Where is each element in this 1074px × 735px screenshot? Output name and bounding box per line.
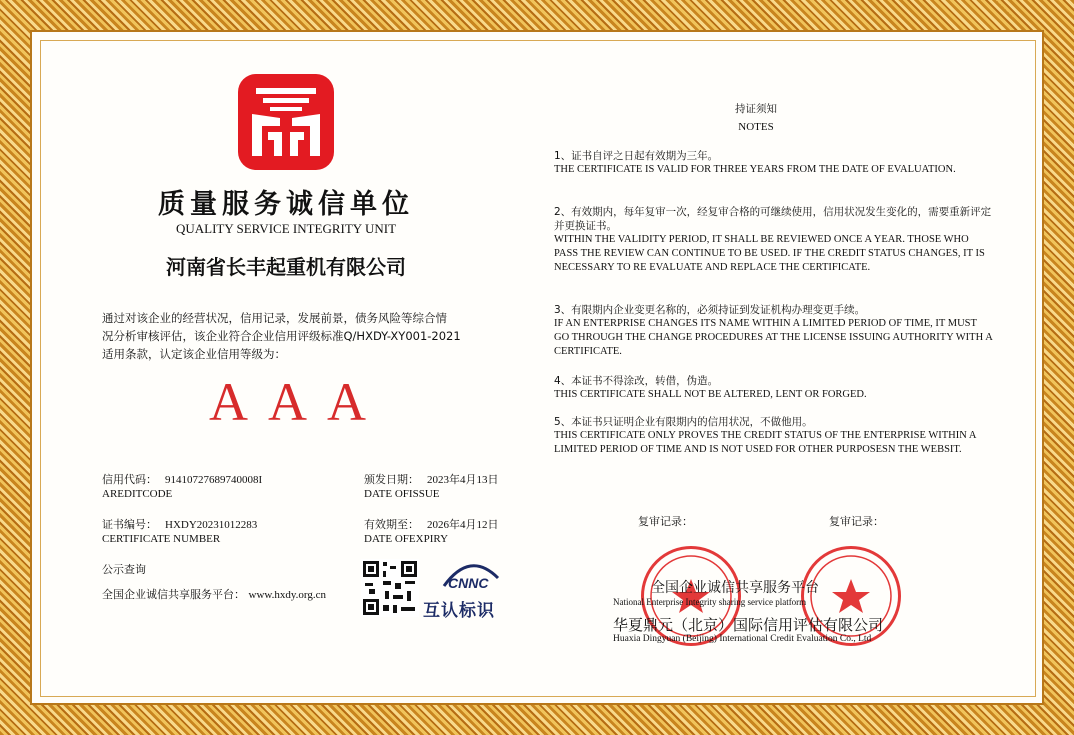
credit-code-block (102, 473, 262, 501)
note-4-en: THIS CERTIFICATE SHALL NOT BE ALTERED, LENT OR FORGED. (554, 389, 867, 400)
expiry-date-label-en: DATE OFEXPIRY (364, 533, 449, 545)
review-record-label-2: 复审记录： (829, 515, 884, 528)
issuer-agency-cn: 华夏鼎元（北京）国际信用评估有限公司 (613, 616, 884, 634)
statement-line-2: 况分析审核评估，该企业符合企业信用评级标准Q/HXDY-XY001-2021 (102, 329, 461, 343)
platform-line (102, 588, 326, 602)
platform-label: 全国企业诚信共享服务平台： (102, 588, 245, 601)
certificate-title-en: QUALITY SERVICE INTEGRITY UNIT (175, 221, 397, 236)
company-name: 河南省长丰起重机有限公司 (166, 255, 406, 279)
note-3-en: IF AN ENTERPRISE CHANGES ITS NAME WITHIN A LIMITED PERIOD OF TIME, IT MUST GO THROUGH THE CHANGE PROCEDURES AT THE LICENSE ISSUING AUTHORITY WITH A CERTIFICATE. (554, 318, 993, 357)
note-item-3 (554, 303, 994, 359)
note-3-cn: 3、有限期内企业变更名称的，必须持证到发证机构办理变更手续。 (554, 304, 866, 316)
qr-code-icon (361, 559, 419, 617)
note-2-en: WITHIN THE VALIDITY PERIOD, IT SHALL BE REVIEWED ONCE A YEAR. THOSE WHO PASS THE REVIEW CAN CONTINUE TO BE USED. IF THE CREDIT STATUS CHANGES, IT IS NECESSARY TO RE EVALUATE AND REPLACE THE CERTIFICATE. (554, 234, 985, 273)
review-record-label-1: 复审记录： (638, 515, 693, 528)
note-4-cn: 4、本证书不得涂改，转借，伪造。 (554, 375, 719, 387)
issue-date-label-en: DATE OFISSUE (364, 488, 440, 500)
cnnc-badge-icon (436, 556, 504, 596)
expiry-date-value: 2026年4月12日 (427, 519, 499, 531)
statement-line-3: 适用条款，认定该企业信用等级为： (102, 347, 286, 361)
credit-grade: AAA (209, 372, 386, 432)
logo-glyph-icon (238, 74, 334, 170)
note-item-1 (554, 149, 994, 177)
cert-number-label-en: CERTIFICATE NUMBER (102, 533, 221, 545)
qr-pattern-icon (361, 559, 419, 617)
certificate-paper (40, 40, 1036, 697)
note-1-en: THE CERTIFICATE IS VALID FOR THREE YEARS FROM THE DATE OF EVALUATION. (554, 164, 956, 175)
credit-code-label-en: AREDITCODE (102, 488, 173, 500)
note-1-cn: 1、证书自评之日起有效期为三年。 (554, 150, 719, 162)
credit-code-label: 信用代码： (102, 473, 157, 486)
cert-number-label: 证书编号： (102, 518, 157, 531)
cnnc-text: CNNC (448, 575, 489, 591)
evaluation-statement (102, 309, 522, 363)
cert-number-value: HXDY20231012283 (165, 519, 258, 531)
notes-heading-en: NOTES (738, 121, 774, 133)
brand-logo-icon (238, 74, 334, 170)
issue-date-label: 颁发日期： (364, 473, 419, 486)
note-5-en: THIS CERTIFICATE ONLY PROVES THE CREDIT STATUS OF THE ENTERPRISE WITHIN A LIMITED PERIOD OF TIME AND IS NOT USED FOR OTHER PURPOSESN THE WEBSIT. (554, 430, 976, 455)
issuer-org-cn: 全国企业诚信共享服务平台 (651, 580, 819, 596)
issue-date-block (364, 473, 499, 501)
credit-code-value: 91410727689740008I (165, 474, 263, 486)
issue-date-value: 2023年4月13日 (427, 474, 499, 486)
platform-url: www.hxdy.org.cn (248, 589, 326, 601)
note-5-cn: 5、本证书只证明企业有限期内的信用状况，不做他用。 (554, 416, 813, 428)
note-item-4 (554, 374, 994, 402)
public-query-label: 公示查询 (102, 563, 146, 576)
expiry-date-label: 有效期至： (364, 518, 419, 531)
statement-line-1: 通过对该企业的经营状况，信用记录，发展前景，债务风险等综合情 (102, 311, 447, 325)
note-item-5 (554, 415, 994, 457)
note-2-cn: 2、有效期内，每年复审一次，经复审合格的可继续使用，信用状况发生变化的，需要重新评定并更换证书。 (554, 206, 992, 232)
mutual-recognition-mark: 互认标识 (423, 601, 495, 621)
cert-number-block (102, 518, 257, 546)
note-item-2 (554, 205, 994, 275)
issuer-agency-en: Huaxia Dingyuan (Beijing) International Credit Evaluation Co., Ltd (613, 634, 872, 644)
expiry-date-block (364, 518, 499, 546)
issuer-org-en: National Enterprise Integrity sharing service platform (613, 597, 807, 607)
certificate-title-cn: 质量服务诚信单位 (158, 189, 414, 220)
cnnc-logo (436, 556, 504, 600)
notes-heading-cn: 持证须知 (735, 103, 777, 115)
